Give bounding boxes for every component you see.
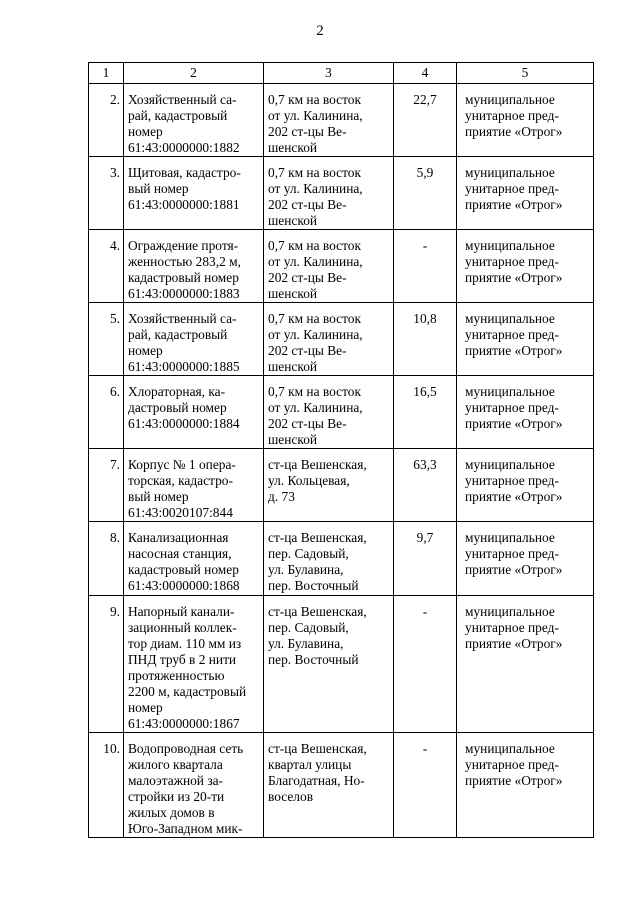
object-owner: муниципальное унитарное пред- приятие «Отрог»	[457, 230, 594, 303]
table-row	[89, 596, 594, 733]
object-value: 9,7	[394, 522, 457, 596]
object-address: 0,7 км на восток от ул. Калинина, 202 ст-цы Ве- шенской	[264, 376, 394, 449]
object-value: 16,5	[394, 376, 457, 449]
object-owner: муниципальное унитарное пред- приятие «Отрог»	[457, 303, 594, 376]
object-name: Канализационная насосная станция, кадастровый номер 61:43:0000000:1868	[124, 522, 264, 596]
object-owner: муниципальное унитарное пред- приятие «Отрог»	[457, 449, 594, 522]
object-name: Хозяйственный са- рай, кадастровый номер 61:43:0000000:1882	[124, 84, 264, 157]
row-number: 9.	[89, 596, 124, 733]
object-value: -	[394, 230, 457, 303]
table-row	[89, 230, 594, 303]
table-row	[89, 733, 594, 838]
object-name: Хлораторная, ка- дастровый номер 61:43:0000000:1884	[124, 376, 264, 449]
object-name: Корпус № 1 опера- торская, кадастро- вый номер 61:43:0020107:844	[124, 449, 264, 522]
table-header-row	[89, 63, 594, 84]
object-name: Щитовая, кадастро- вый номер 61:43:0000000:1881	[124, 157, 264, 230]
object-address: 0,7 км на восток от ул. Калинина, 202 ст-цы Ве- шенской	[264, 84, 394, 157]
table-row	[89, 84, 594, 157]
object-value: 10,8	[394, 303, 457, 376]
row-number: 4.	[89, 230, 124, 303]
object-owner: муниципальное унитарное пред- приятие «Отрог»	[457, 376, 594, 449]
table-row	[89, 157, 594, 230]
table-row	[89, 376, 594, 449]
object-value: -	[394, 596, 457, 733]
property-table	[88, 62, 594, 838]
object-name: Водопроводная сеть жилого квартала малоэтажной за- стройки из 20-ти жилых домов в Юго-Западном мик-	[124, 733, 264, 838]
column-header: 5	[457, 63, 594, 84]
object-owner: муниципальное унитарное пред- приятие «Отрог»	[457, 733, 594, 838]
object-owner: муниципальное унитарное пред- приятие «Отрог»	[457, 596, 594, 733]
object-address: ст-ца Вешенская, квартал улицы Благодатная, Но- воселов	[264, 733, 394, 838]
row-number: 7.	[89, 449, 124, 522]
object-name: Напорный канали- зационный коллек- тор диам. 110 мм из ПНД труб в 2 нити протяженностью 2200 м, кадастровый номер 61:43:0000000:1867	[124, 596, 264, 733]
object-address: 0,7 км на восток от ул. Калинина, 202 ст-цы Ве- шенской	[264, 230, 394, 303]
row-number: 5.	[89, 303, 124, 376]
row-number: 3.	[89, 157, 124, 230]
row-number: 2.	[89, 84, 124, 157]
column-header: 3	[264, 63, 394, 84]
object-value: 63,3	[394, 449, 457, 522]
object-value: 5,9	[394, 157, 457, 230]
object-owner: муниципальное унитарное пред- приятие «Отрог»	[457, 157, 594, 230]
column-header: 4	[394, 63, 457, 84]
column-header: 2	[124, 63, 264, 84]
row-number: 6.	[89, 376, 124, 449]
object-name: Ограждение протя- женностью 283,2 м, кадастровый номер 61:43:0000000:1883	[124, 230, 264, 303]
object-address: ст-ца Вешенская, пер. Садовый, ул. Булавина, пер. Восточный	[264, 596, 394, 733]
object-owner: муниципальное унитарное пред- приятие «Отрог»	[457, 522, 594, 596]
object-address: 0,7 км на восток от ул. Калинина, 202 ст-цы Ве- шенской	[264, 303, 394, 376]
object-address: ст-ца Вешенская, ул. Кольцевая, д. 73	[264, 449, 394, 522]
object-address: ст-ца Вешенская, пер. Садовый, ул. Булавина, пер. Восточный	[264, 522, 394, 596]
table-row	[89, 449, 594, 522]
row-number: 8.	[89, 522, 124, 596]
object-address: 0,7 км на восток от ул. Калинина, 202 ст-цы Ве- шенской	[264, 157, 394, 230]
row-number: 10.	[89, 733, 124, 838]
object-value: 22,7	[394, 84, 457, 157]
table-row	[89, 303, 594, 376]
page-number: 2	[316, 23, 324, 39]
object-value: -	[394, 733, 457, 838]
table-row	[89, 522, 594, 596]
object-name: Хозяйственный са- рай, кадастровый номер 61:43:0000000:1885	[124, 303, 264, 376]
column-header: 1	[89, 63, 124, 84]
object-owner: муниципальное унитарное пред- приятие «Отрог»	[457, 84, 594, 157]
